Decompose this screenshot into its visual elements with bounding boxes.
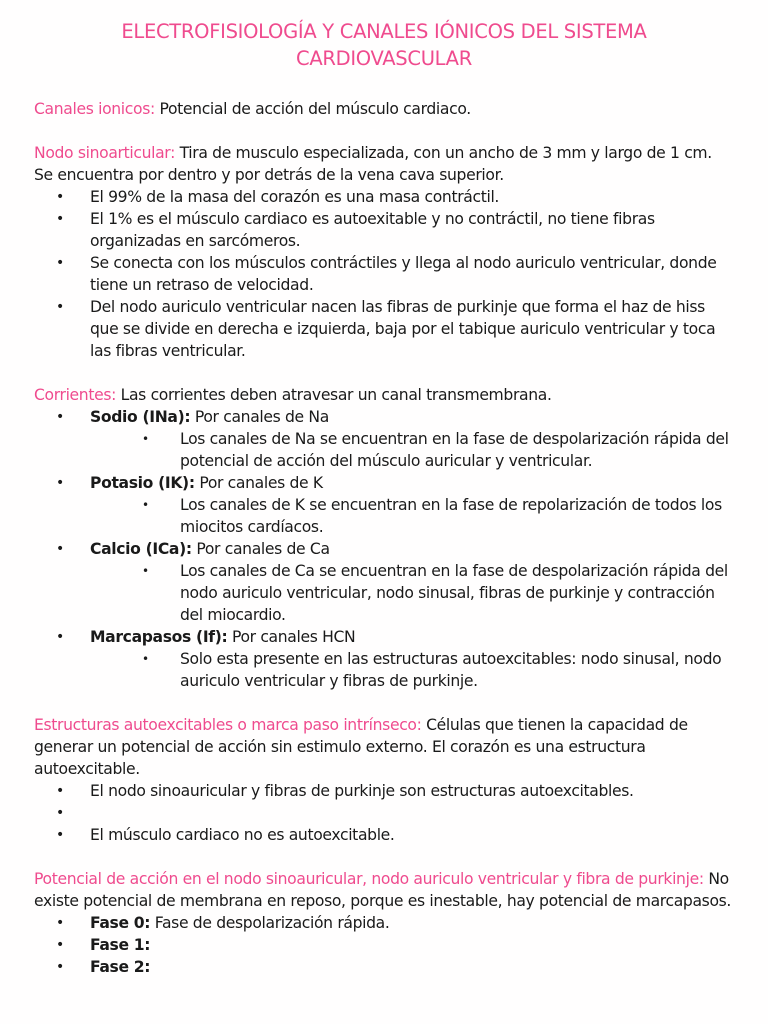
sub-list-item: • Solo esta presente en las estructuras autoexcitables: nodo sinusal, nodo auriculo ventricular y fibras de purkinje. [90, 648, 734, 692]
blank-line [34, 802, 734, 824]
sub-list [90, 560, 734, 626]
section-text: Potencial de acción del músculo cardiaco. [154, 100, 471, 118]
list-item-potasio [34, 472, 734, 538]
item-name: Marcapasos (If): [90, 628, 228, 646]
sub-list-item: • Los canales de Na se encuentran en la fase de despolarización rápida del potencial de acción del músculo auricular y ventricular. [90, 428, 734, 472]
section-label: Nodo sinoarticular: [34, 144, 175, 162]
sub-list-item: • Los canales de Ca se encuentran en la fase de despolarización rápida del nodo auriculo ventricular, nodo sinusal, fibras de purkinje y contracción del miocardio. [90, 560, 734, 626]
section-potencial-de-accion [34, 868, 734, 978]
title-line-1: ELECTROFISIOLOGÍA Y CANALES IÓNICOS DEL SISTEMA [121, 20, 647, 43]
section-text: Células que tienen la capacidad de generar un potencial de acción sin estimulo externo. El corazón es una estructura autoexcitable. [34, 716, 688, 778]
section-canales-ionicos [34, 98, 734, 120]
list-item-fase-2 [34, 956, 734, 978]
item-name: Calcio (ICa): [90, 540, 192, 558]
item-name: Fase 2: [90, 958, 151, 976]
section-label: Corrientes: [34, 386, 117, 404]
section-paragraph [34, 98, 734, 120]
list-item-sodio [34, 406, 734, 472]
title-line-2: CARDIOVASCULAR [296, 47, 472, 70]
section-estructuras-autoexcitables [34, 714, 734, 846]
section-paragraph [34, 384, 734, 406]
sub-list-item: • Los canales de K se encuentran en la fase de repolarización de todos los miocitos cardíacos. [90, 494, 734, 538]
item-desc: Por canales de Na [190, 408, 329, 426]
list-item: • Del nodo auriculo ventricular nacen las fibras de purkinje que forma el haz de hiss que se divide en derecha e izquierda, baja por el tabique auriculo ventricular y toca las fibras ventricular. [34, 296, 734, 362]
section-text: Tira de musculo especializada, con un ancho de 3 mm y largo de 1 cm. Se encuentra por dentro y por detrás de la vena cava superior. [34, 144, 712, 184]
section-label: Potencial de acción en el nodo sinoauricular, nodo auriculo ventricular y fibra de purkinje: [34, 870, 704, 888]
item-desc: Fase de despolarización rápida. [150, 914, 390, 932]
bullet-list [34, 780, 734, 846]
section-label: Canales ionicos: [34, 100, 155, 118]
section-paragraph [34, 142, 734, 186]
item-name: Potasio (IK): [90, 474, 195, 492]
section-label: Estructuras autoexcitables o marca paso intrínseco: [34, 716, 422, 734]
item-name: Sodio (INa): [90, 408, 191, 426]
item-name: Fase 1: [90, 936, 151, 954]
bullet-list [34, 186, 734, 362]
sub-list [90, 428, 734, 472]
item-desc: Por canales HCN [227, 628, 356, 646]
section-paragraph [34, 868, 734, 912]
item-desc: Por canales de Ca [191, 540, 330, 558]
list-item-calcio [34, 538, 734, 626]
list-item: • El músculo cardiaco no es autoexcitable. [34, 824, 734, 846]
document-title [34, 18, 734, 72]
list-item-marcapasos [34, 626, 734, 692]
section-paragraph [34, 714, 734, 780]
list-item: • El 1% es el músculo cardiaco es autoexitable y no contráctil, no tiene fibras organizadas en sarcómeros. [34, 208, 734, 252]
section-text: No existe potencial de membrana en reposo, porque es inestable, hay potencial de marcapasos. [34, 870, 732, 910]
section-nodo-sinoarticular [34, 142, 734, 362]
sub-list [90, 648, 734, 692]
item-name: Fase 0: [90, 914, 151, 932]
item-desc: Por canales de K [194, 474, 323, 492]
list-item: • Se conecta con los músculos contráctiles y llega al nodo auriculo ventricular, donde tiene un retraso de velocidad. [34, 252, 734, 296]
sub-list [90, 494, 734, 538]
section-text: Las corrientes deben atravesar un canal transmembrana. [116, 386, 552, 404]
list-item: • El 99% de la masa del corazón es una masa contráctil. [34, 186, 734, 208]
current-list [34, 406, 734, 692]
list-item-fase-1 [34, 934, 734, 956]
phase-list [34, 912, 734, 978]
list-item-fase-0 [34, 912, 734, 934]
section-corrientes [34, 384, 734, 692]
list-item: • El nodo sinoauricular y fibras de purkinje son estructuras autoexcitables. [34, 780, 734, 802]
